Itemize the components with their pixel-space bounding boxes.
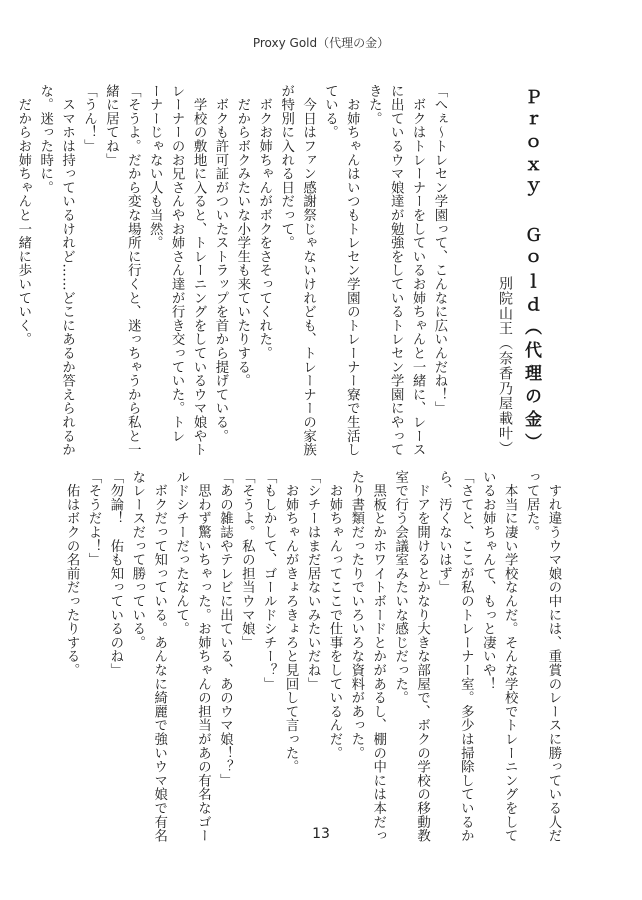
text-line: レーナーのお兄さんやお姉さん達が行き交っていた。トレ [169, 84, 185, 443]
story-title: Ｐｒｏｘｙ Ｇｏｌｄ（代理の金） [521, 88, 541, 456]
text-line: ドアを開けるとかなり大きな部屋で、ボクの学校の移動教 [414, 470, 430, 843]
text-line: ーナーじゃない人も当然。 [147, 84, 163, 250]
text-line: な。迷った時に。 [37, 84, 53, 195]
text-line: が特別に入れる日だって。 [278, 84, 294, 250]
text-line: 黒板とかホワイトボードとかがあるし、棚の中には本だっ [370, 470, 386, 843]
text-line: 「さてと、ここが私のトレーナー室。多少は掃除しているか [458, 470, 474, 843]
text-line: 思わず驚いちゃった。お姉ちゃんの担当があの有名なゴー [195, 470, 211, 843]
text-line: 学校の敷地に入ると、トレーニングをしているウマ娘やト [191, 84, 207, 457]
text-line: ボクはトレーナーをしているお姉ちゃんと一緒に、レース [410, 84, 426, 457]
running-header: Proxy Gold（代理の金） [252, 36, 390, 50]
text-line: 「勿論！ 佑も知っているのね」 [107, 470, 123, 677]
author-byline: 別院山王（奈香乃屋載叶） [497, 276, 513, 456]
text-line: ボクも許可証がついたストラップを首から提げている。 [212, 84, 228, 443]
text-line: だからボクみたいな小学生も来ていたりする。 [234, 84, 250, 388]
text-line: 「そうよ。私の担当ウマ娘」 [239, 470, 255, 650]
text-line: お姉ちゃんはいつもトレセン学園のトレーナー寮で生活し [344, 84, 360, 457]
text-line: ている。 [322, 84, 338, 140]
text-line: すれ違うウマ娘の中には、重賞のレースに勝っている人だ [546, 470, 561, 843]
text-line: スマホは持っているけれど……どこにあるか答えられるか [59, 84, 75, 457]
text-line: 「そうよ。だから変な場所に行くと、迷っちゃうから私と一 [125, 84, 141, 457]
text-line: ボクだって知っている。あんなに綺麗で強いウマ娘で有名 [151, 470, 167, 843]
text-line: 「うん！」 [81, 84, 97, 153]
text-line: ら、汚くないはず」 [436, 470, 452, 595]
text-line: たり書類だったりでいろいろな資料があった。 [348, 470, 364, 760]
text-line: お姉ちゃんがきょろきょろと見回して言った。 [283, 470, 299, 774]
text-line: 「そうだよ！」 [85, 470, 101, 567]
text-line: 「あの雑誌やテレビに出ている、あのウマ娘！？」 [217, 470, 233, 788]
body-text-upper [15, 84, 450, 457]
text-line: に出ているウマ娘達が勉強をしているトレセン学園にやって [388, 84, 404, 457]
text-line: お姉ちゃんってここで仕事をしているんだ。 [326, 470, 342, 760]
text-line: なレースだって勝っている。 [129, 470, 145, 650]
text-line: って居た。 [524, 470, 540, 539]
text-line: ボクお姉ちゃんがボクをさそってくれた。 [256, 84, 272, 360]
text-line: 今日はファン感謝祭じゃないけれども、トレーナーの家族 [300, 84, 316, 457]
text-line: 「へぇ～トレセン学園って、こんなに広いんだね！」 [432, 84, 447, 416]
text-line: いるお姉ちゃんて、もっと凄いや！ [480, 470, 496, 691]
text-line: 本当に凄い学校なんだ。そんな学校でトレーニングをして [502, 470, 518, 843]
text-line: 佑はボクの名前だったりする。 [64, 470, 80, 677]
text-line: 室で行う会議室みたいな感じだった。 [392, 470, 408, 705]
text-line: きた。 [366, 84, 382, 126]
text-line: ルドシチーだったなんて。 [173, 470, 189, 636]
text-line: 「もしかして、ゴールドシチー？」 [261, 470, 277, 691]
text-line: だからお姉ちゃんと一緒に歩いていく。 [15, 84, 31, 347]
text-line: 「シチーはまだ居ないみたいだね」 [305, 470, 321, 691]
text-line: 緒に居てね」 [103, 84, 119, 167]
page-number: 13 [312, 826, 330, 842]
